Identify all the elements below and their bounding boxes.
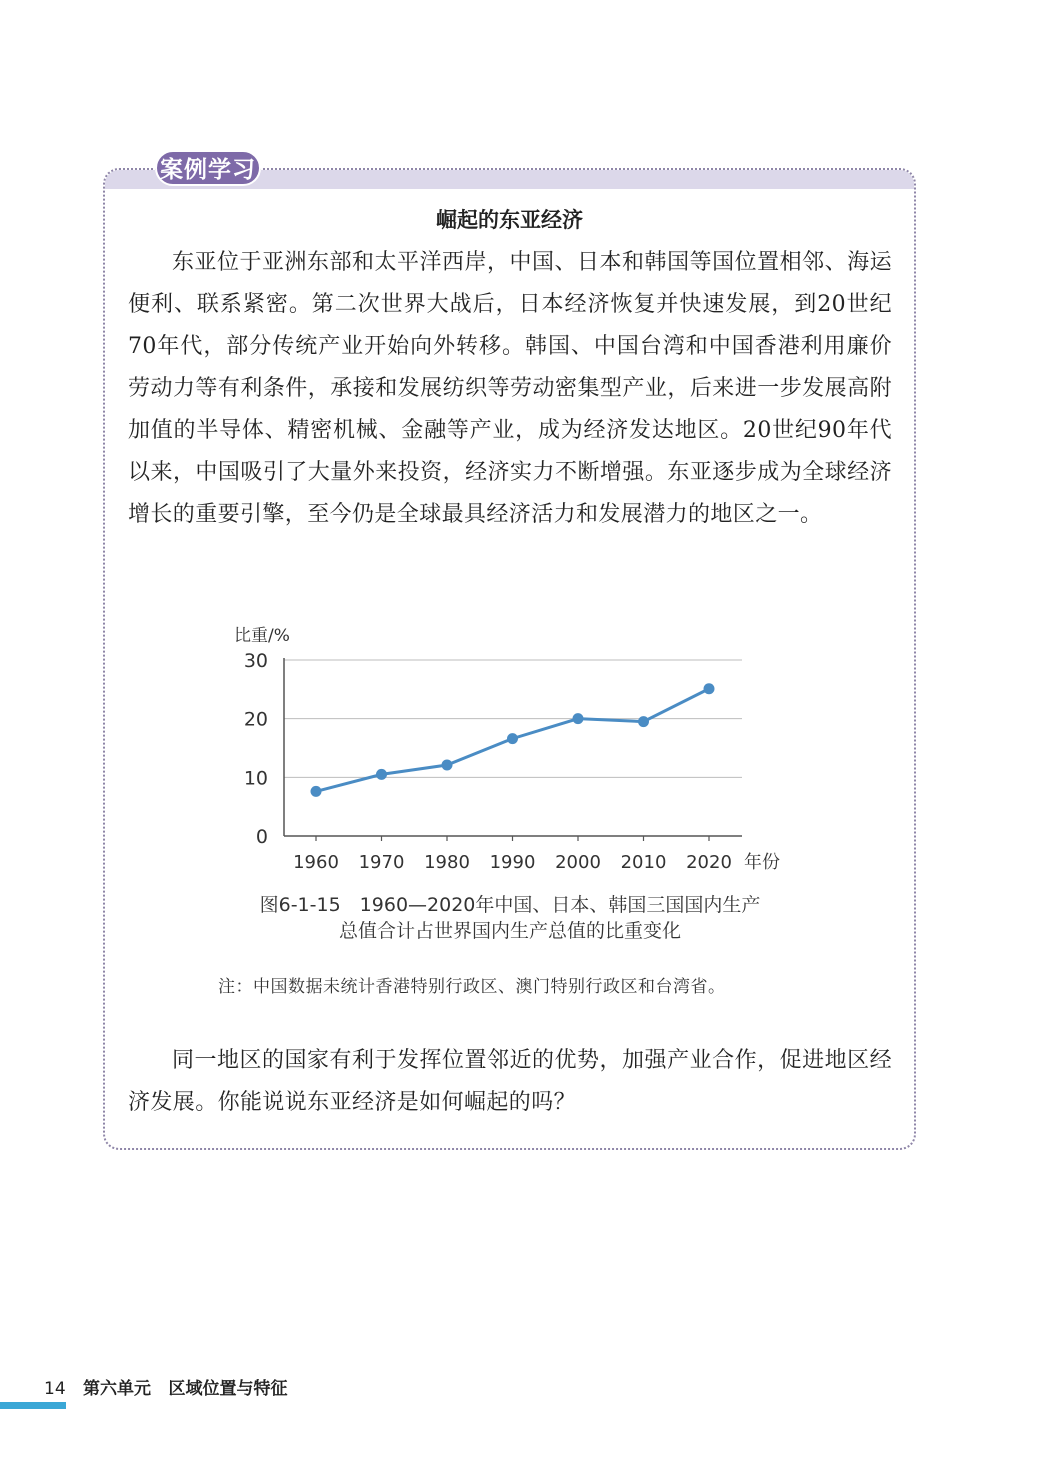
data-point-1960 (311, 786, 322, 797)
data-point-1990 (507, 733, 518, 744)
y-tick-label-30: 30 (243, 650, 268, 672)
figure-caption-line-1: 图6-1-15 1960—2020年中国、日本、韩国三国国内生产 (259, 894, 761, 916)
case-study-tag: 案例学习 (155, 150, 261, 186)
chart-note: 注：中国数据未统计香港特别行政区、澳门特别行政区和台湾省。 (218, 977, 726, 997)
figure-caption (200, 892, 820, 944)
gdp-share-chart (200, 615, 800, 884)
section-title: 区域位置与特征 (168, 1379, 288, 1399)
case-study-paragraph-1: 东亚位于亚洲东部和太平洋西岸，中国、日本和韩国等国位置相邻、海运便利、联系紧密。第二次世界大战后，日本经济恢复并快速发展，到20世纪70年代，部分传统产业开始向外转移。韩国、中国台湾和中国香港利用廉价劳动力等有利条件，承接和发展纺织等劳动密集型产业，后来进一步发展高附加值的半导体、精密机械、金融等产业，成为经济发达地区。20世纪90年代以来，中国吸引了大量外来投资，经济实力不断增强。东亚逐步成为全球经济增长的重要引擎，至今仍是全球最具经济活力和发展潜力的地区之一。 (128, 250, 892, 527)
y-axis-title: 比重/% (234, 626, 290, 646)
data-point-2000 (573, 713, 584, 724)
case-study-paragraph-2: 同一地区的国家有利于发挥位置邻近的优势，加强产业合作，促进地区经济发展。你能说说东亚经济是如何崛起的吗？ (128, 1048, 892, 1115)
unit-title: 第六单元 (83, 1379, 152, 1399)
x-tick-label-1990: 1990 (489, 852, 536, 873)
y-tick-label-20: 20 (243, 708, 268, 731)
data-point-1980 (442, 760, 453, 771)
x-axis-title: 年份 (744, 852, 780, 873)
x-tick-label-1980: 1980 (424, 852, 470, 873)
figure-caption-line-2: 总值合计占世界国内生产总值的比重变化 (338, 920, 681, 942)
footer-accent-bar (0, 1402, 66, 1409)
x-tick-label-2010: 2010 (620, 852, 667, 873)
case-study-title: 崛起的东亚经济 (436, 208, 583, 232)
x-tick-label-2000: 2000 (555, 852, 601, 873)
page-number: 14 (44, 1379, 66, 1399)
data-point-2010 (638, 716, 649, 727)
x-tick-label-2020: 2020 (686, 852, 732, 873)
chart-svg (200, 615, 800, 880)
y-tick-label-0: 0 (255, 826, 268, 848)
x-tick-label-1970: 1970 (358, 852, 405, 873)
data-point-1970 (376, 769, 387, 780)
page-footer (44, 1374, 287, 1399)
data-point-2020 (704, 683, 715, 694)
y-tick-label-10: 10 (243, 767, 268, 790)
x-tick-label-1960: 1960 (293, 852, 339, 873)
